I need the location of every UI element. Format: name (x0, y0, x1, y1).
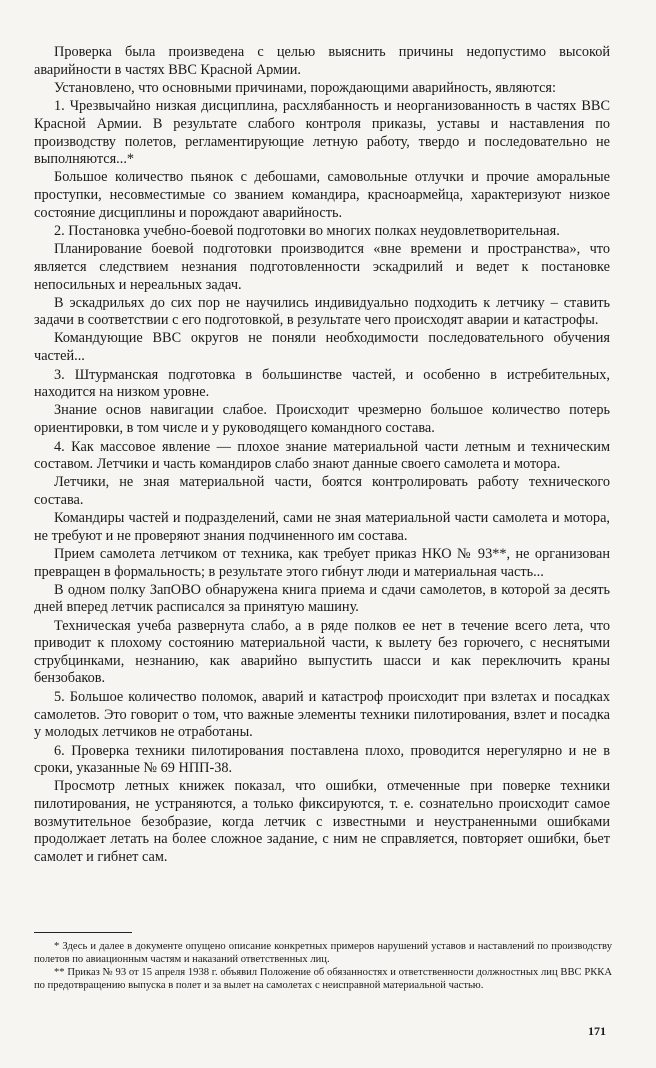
footnote: * Здесь и далее в документе опущено описание конкретных примеров нарушений уставов и наставлений по производству полетов по авиационным частям и наказаний ответственных лиц. (34, 941, 612, 966)
list-item: 4. Как массовое явление — плохое знание материальной части летным и техническим составом. Летчики и часть командиров слабо знают данные своего самолета и мотора. (34, 438, 610, 473)
paragraph: Просмотр летных книжек показал, что ошибки, отмеченные при поверке техники пилотирования, не устраняются, а только фиксируются, т. е. сознательно происходит самое возмутительное безобразие, когда летчик с известными и неустраненными ошибками продолжает летать на более сложное задание, с ним не справляется, повторяет ошибки, бьет самолет и гибнет сам. (34, 778, 610, 865)
paragraph: Знание основ навигации слабое. Происходит чрезмерно большое количество потерь ориентировки, в том числе и у руководящего командного состава. (34, 402, 610, 437)
paragraph: Командующие ВВС округов не поняли необходимости последовательного обучения частей... (34, 330, 610, 365)
body-text (34, 44, 610, 867)
list-item: 6. Проверка техники пилотирования поставлена плохо, проводится нерегулярно и не в сроки, указанные № 69 НПП-38. (34, 742, 610, 777)
list-item: 2. Постановка учебно-боевой подготовки во многих полках неудовлетворительная. (54, 223, 560, 240)
list-item: 3. Штурманская подготовка в большинстве частей, и особенно в истребительных, находится на низком уровне. (34, 366, 610, 401)
paragraph: Большое количество пьянок с дебошами, самовольные отлучки и прочие аморальные проступки, несовместимые со званием командира, красноармейца, характеризуют низкое состояние дисциплины и порождают аварийность. (34, 169, 610, 221)
paragraph: В одном полку ЗапОВО обнаружена книга приема и сдачи самолетов, в которой за десять дней вперед летчик расписался за принятую машину. (34, 581, 610, 616)
paragraph: Командиры частей и подразделений, сами не зная материальной части самолета и мотора, не требуют и не проверяют знания подчиненного им состава. (34, 510, 610, 544)
paragraph: Техническая учеба развернута слабо, а в ряде полков ее нет в течение всего лета, что приводит к плохому состоянию материальной части, к вылету без горючего, с неснятыми струбцинками, незнанию, как аварийно выпустить шасси и как переключить краны бензобаков. (34, 617, 610, 687)
page-number: 171 (588, 1024, 606, 1038)
paragraph: Прием самолета летчиком от техника, как требует приказ НКО № 93**, не организован превращен в формальность; в результате этого гибнут люди и материальная часть... (34, 545, 610, 580)
paragraph: Планирование боевой подготовки производится «вне времени и пространства», что является следствием незнания подготовленности эскадрилий и ведет к постановке непосильных и нереальных задач. (34, 241, 610, 293)
footnotes (34, 940, 612, 992)
paragraph: Установлено, что основными причинами, порождающими аварийность, являются: (54, 79, 556, 96)
footnote: ** Приказ № 93 от 15 апреля 1938 г. объявил Положение об обязанностях и ответственности должностных лиц ВВС РККА по предотвращению выпуска в полет и за вылет на самолетах с неисправной материальной частью. (34, 967, 612, 992)
footnote-divider (34, 932, 132, 933)
paragraph: В эскадрильях до сих пор не научились индивидуально подходить к летчику – ставить задачи в соответствии с его подготовкой, в результате чего происходят аварии и катастрофы. (34, 294, 610, 329)
list-item: 5. Большое количество поломок, аварий и катастроф происходит при взлетах и посадках самолетов. Это говорит о том, что важные элементы техники пилотирования, взлет и посадка у молодых летчиков не отработаны. (34, 688, 610, 741)
paragraph: Летчики, не зная материальной части, боятся контролировать работу технического состава. (34, 474, 610, 508)
paragraph: Проверка была произведена с целью выяснить причины недопустимо высокой аварийности в частях ВВС Красной Армии. (34, 44, 610, 78)
list-item: 1. Чрезвычайно низкая дисциплина, расхлябанность и неорганизованность в частях ВВС Красной Армии. В результате слабого контроля приказы, уставы и наставления по производству полетов, регламентирующие летную работу, твердо и последовательно не выполняются...* (34, 98, 610, 168)
